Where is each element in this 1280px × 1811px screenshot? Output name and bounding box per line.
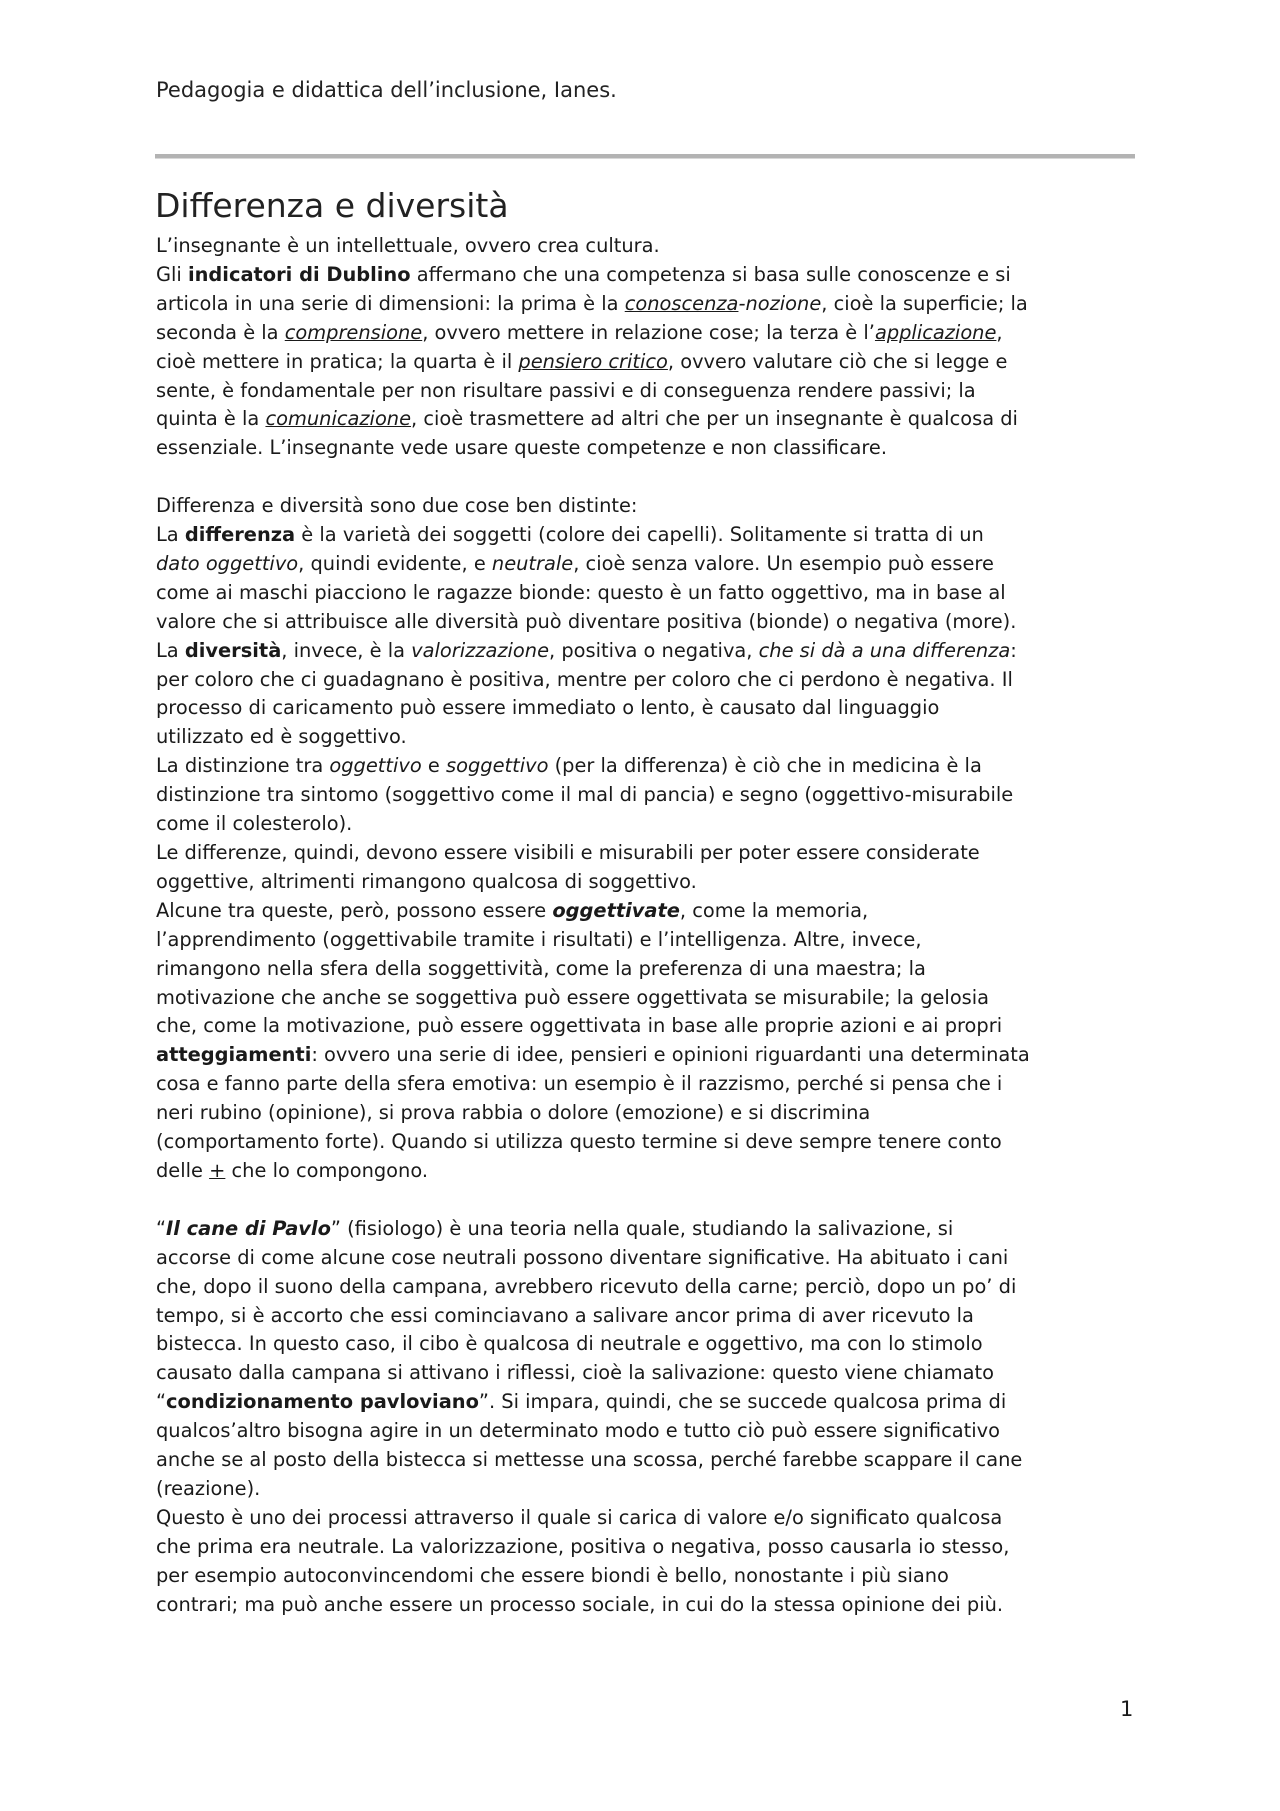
text-line: Differenza e diversità sono due cose ben distinte:: [156, 494, 638, 518]
text-line: bistecca. In questo caso, il cibo è qualcosa di neutrale e oggettivo, ma con lo stimolo: [156, 1332, 983, 1356]
text-line: come ai maschi piacciono le ragazze bionde: questo è un fatto oggettivo, ma in base al: [156, 580, 1006, 604]
text-line: utilizzato ed è soggettivo.: [156, 725, 407, 749]
text-line: che, come la motivazione, può essere oggettivata in base alle proprie azioni e ai propri: [156, 1014, 1003, 1038]
text-line: per esempio autoconvincendomi che essere biondi è bello, nonostante i più siano: [156, 1563, 949, 1587]
header-divider: [155, 154, 1135, 159]
text-line: L’insegnante è un intellettuale, ovvero crea cultura.: [156, 234, 660, 257]
text-line: per coloro che ci guadagnano è positiva, mentre per coloro che ci perdono è negativa. Il: [156, 667, 1013, 691]
text-line: quinta è la comunicazione, cioè trasmettere ad altri che per un insegnante è qualcosa di: [156, 407, 1018, 431]
text-line: processo di caricamento può essere immediato o lento, è causato dal linguaggio: [156, 696, 940, 720]
text-line: Alcune tra queste, però, possono essere oggettivate, come la memoria,: [156, 898, 869, 922]
text-line: (reazione).: [156, 1476, 261, 1500]
text-line: Le differenze, quindi, devono essere visibili e misurabili per poter essere considerate: [156, 841, 980, 865]
text-line: oggettive, altrimenti rimangono qualcosa di soggettivo.: [156, 869, 697, 893]
text-line: La diversità, invece, è la valorizzazione, positiva o negativa, che si dà a una differenza:: [156, 638, 1017, 662]
text-line: causato dalla campana si attivano i riflessi, cioè la salivazione: questo viene chiamato: [156, 1361, 994, 1385]
text-line: come il colesterolo).: [156, 812, 353, 836]
text-line: motivazione che anche se soggettiva può essere oggettivata se misurabile; la gelosia: [156, 985, 990, 1009]
paragraph-gap: [156, 463, 1141, 492]
text-line: valore che si attribuisce alle diversità può diventare positiva (bionde) o negativa (more).: [156, 609, 1017, 633]
text-line: delle + che lo compongono.: [156, 1158, 429, 1182]
text-line: che, dopo il suono della campana, avrebbero ricevuto della carne; perciò, dopo un po’ di: [156, 1274, 1017, 1298]
text-line: La differenza è la varietà dei soggetti (colore dei capelli). Solitamente si tratta di un: [156, 523, 984, 547]
text-line: atteggiamenti: ovvero una serie di idee, pensieri e opinioni riguardanti una determinata: [156, 1043, 1030, 1067]
text-line: cioè mettere in pratica; la quarta è il pensiero critico, ovvero valutare ciò che si legge e: [156, 349, 1008, 373]
text-line: dato oggettivo, quindi evidente, e neutrale, cioè senza valore. Un esempio può essere: [156, 551, 994, 575]
text-line: anche se al posto della bistecca si mettesse una scossa, perché farebbe scappare il cane: [156, 1448, 1023, 1472]
page-number: 1: [1120, 1697, 1134, 1721]
document-body: [156, 232, 1141, 1619]
text-line: neri rubino (opinione), si prova rabbia o dolore (emozione) e si discrimina: [156, 1101, 871, 1125]
paragraph-gap: [156, 1186, 1141, 1215]
text-line: contrari; ma può anche essere un processo sociale, in cui do la stessa opinione dei più.: [156, 1592, 1004, 1616]
page-header: Pedagogia e didattica dell’inclusione, Ianes.: [156, 78, 617, 102]
text-line: “Il cane di Pavlo” (fisiologo) è una teoria nella quale, studiando la salivazione, si: [156, 1216, 954, 1240]
section-title: Differenza e diversità: [155, 186, 509, 225]
text-line: “condizionamento pavloviano”. Si impara, quindi, che se succede qualcosa prima di: [156, 1390, 1007, 1414]
text-line: Gli indicatori di Dublino affermano che una competenza si basa sulle conoscenze e si: [156, 262, 1011, 286]
text-line: qualcos’altro bisogna agire in un determinato modo e tutto ciò può essere significativo: [156, 1419, 1000, 1443]
text-line: sente, è fondamentale per non risultare passivi e di conseguenza rendere passivi; la: [156, 378, 976, 402]
text-line: (comportamento forte). Quando si utilizza questo termine si deve sempre tenere conto: [156, 1130, 1002, 1154]
text-line: La distinzione tra oggettivo e soggettivo (per la differenza) è ciò che in medicina è la: [156, 754, 982, 778]
text-line: che prima era neutrale. La valorizzazione, positiva o negativa, posso causarla io stesso,: [156, 1534, 1010, 1558]
text-line: accorse di come alcune cose neutrali possono diventare significative. Ha abituato i cani: [156, 1245, 1009, 1269]
text-line: essenziale. L’insegnante vede usare queste competenze e non classificare.: [156, 436, 888, 460]
text-line: l’apprendimento (oggettivabile tramite i risultati) e l’intelligenza. Altre, invece,: [156, 927, 922, 951]
text-line: rimangono nella sfera della soggettività, come la preferenza di una maestra; la: [156, 956, 926, 980]
text-line: articola in una serie di dimensioni: la prima è la conoscenza-nozione, cioè la superficie; la: [156, 291, 1028, 315]
text-line: tempo, si è accorto che essi cominciavano a salivare ancor prima di aver ricevuto la: [156, 1303, 974, 1327]
text-line: distinzione tra sintomo (soggettivo come il mal di pancia) e segno (oggettivo-misurabile: [156, 783, 1014, 807]
text-line: cosa e fanno parte della sfera emotiva: un esempio è il razzismo, perché si pensa che i: [156, 1072, 1003, 1096]
text-line: seconda è la comprensione, ovvero mettere in relazione cose; la terza è l’applicazione,: [156, 320, 1003, 344]
text-line: Questo è uno dei processi attraverso il quale si carica di valore e/o significato qualcosa: [156, 1505, 1003, 1529]
